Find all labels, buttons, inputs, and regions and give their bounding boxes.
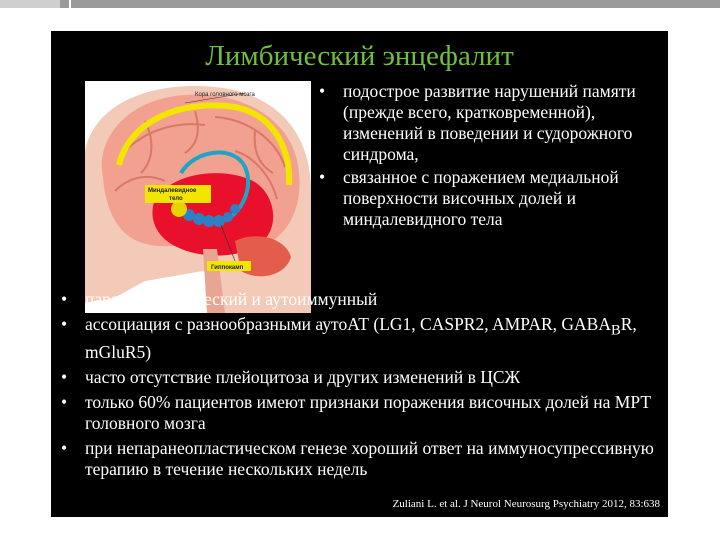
amygdala-label-group (145, 185, 211, 203)
top-decoration-bar (0, 0, 720, 8)
bottom-bullet-2-text-before: ассоциация с разнообразными аутоАТ (LG1, CASPR2, AMPAR, GABA (85, 314, 611, 334)
amygdala-label-line2: тело (169, 196, 183, 202)
bottom-bullet-2-subscript: B (610, 322, 621, 339)
right-bullet-1: • подострое развитие нарушений памяти (прежде всего, кратковременной), изменений в поведении и судорожного синдрома, (319, 81, 664, 165)
cortex-label: Кора головного мозга (195, 92, 255, 98)
brain-illustration-svg (85, 81, 311, 313)
amygdala-label-line1: Миндалевидное (148, 188, 197, 194)
brain-illustration (85, 81, 311, 313)
top-bar-tick (69, 0, 71, 8)
bottom-bullet-list (61, 289, 661, 484)
right-bullet-list (319, 81, 664, 232)
citation: Zuliani L. et al. J Neurol Neurosurg Psychiatry 2012, 83:638 (392, 498, 660, 510)
bottom-bullet-3: • часто отсутствие плейоцитоза и других изменений в ЦСЖ (61, 367, 661, 388)
bottom-bullet-1: • паранеопластический и аутоиммунный (61, 289, 661, 310)
hippocampus-label: Гиппокамп (211, 265, 244, 271)
bottom-bullet-4: • только 60% пациентов имеют признаки поражения височных долей на МРТ головного мозга (61, 392, 661, 434)
bottom-bullet-2 (61, 314, 661, 363)
bottom-bullet-2-text-after: R, mGluR5) (85, 314, 637, 362)
top-bar-segment (0, 0, 60, 8)
slide-title: Лимбический энцефалит (205, 40, 514, 72)
slide (51, 31, 668, 517)
amygdala-shape (171, 201, 187, 217)
right-bullet-2: • связанное с поражением медиальной поверхности височных долей и миндалевидного тела (319, 167, 664, 230)
bottom-bullet-5: • при непаранеопластическом генезе хороший ответ на иммуносупрессивную терапию в течение нескольких недель (61, 438, 661, 480)
